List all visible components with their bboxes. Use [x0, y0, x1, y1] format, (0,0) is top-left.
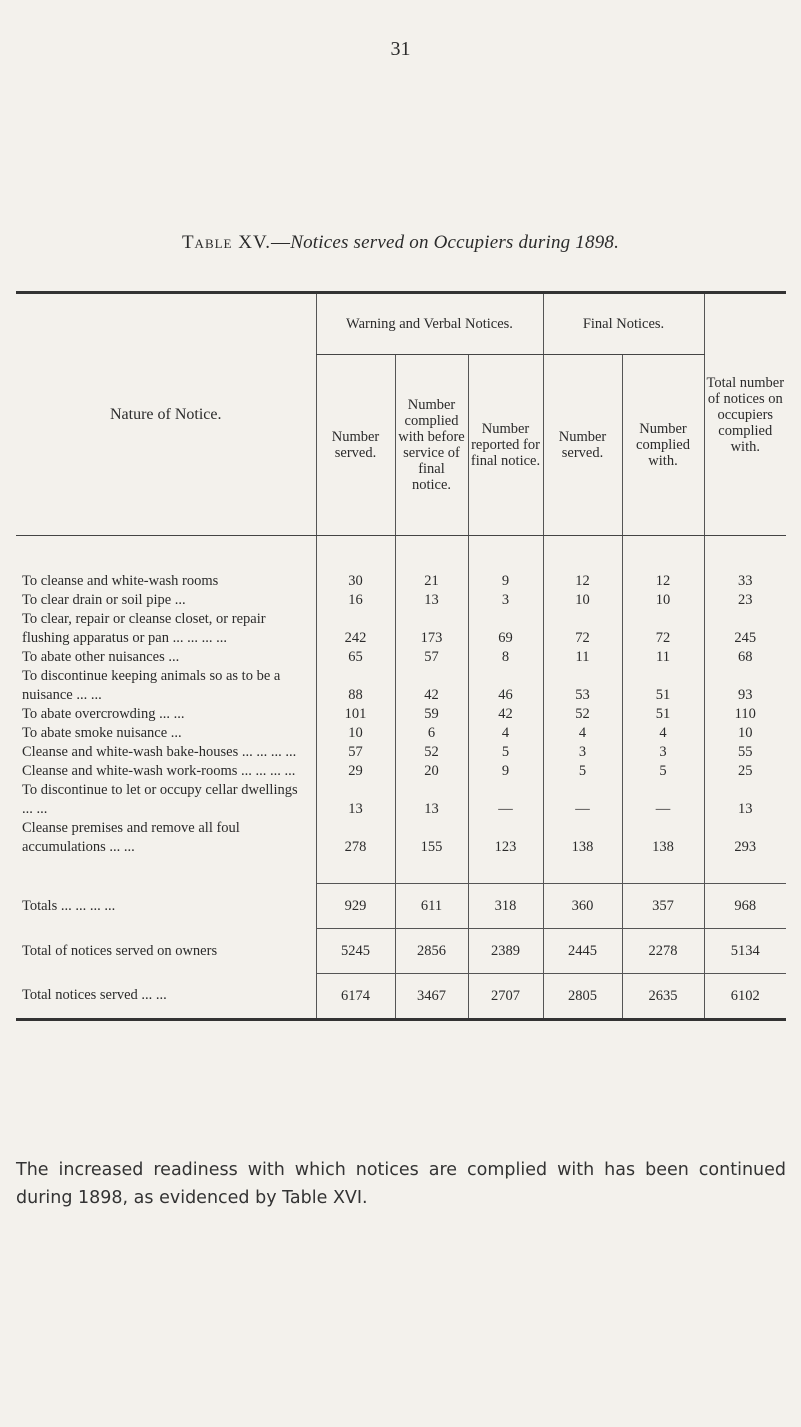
caption-title: Notices served on Occupiers during 1898. [290, 232, 620, 253]
spacer-cell [316, 857, 395, 884]
row-value: 23 [704, 591, 786, 610]
row-value: — [468, 781, 543, 819]
table-caption [0, 232, 801, 254]
row-value: 2635 [622, 974, 704, 1020]
row-value: 10 [316, 724, 395, 743]
row-label: Cleanse and white-wash bake-houses ... ... ... ... [22, 744, 297, 760]
row-value: 5 [468, 743, 543, 762]
row-value: 6 [395, 724, 468, 743]
row-value: 51 [622, 705, 704, 724]
row-value: 2805 [543, 974, 622, 1020]
row-value: 5134 [704, 929, 786, 974]
row-value: 3 [543, 743, 622, 762]
row-value: 318 [468, 884, 543, 929]
header-warning-reported: Number reported for final notice. [468, 355, 543, 536]
row-value: 52 [395, 743, 468, 762]
header-final-served: Number served. [543, 355, 622, 536]
row-label: Totals ... ... ... ... [22, 897, 116, 914]
row-value: 929 [316, 884, 395, 929]
row-value: 4 [622, 724, 704, 743]
table-row [16, 724, 786, 743]
row-label: To discontinue to let or occupy cellar dwellings ... ... [22, 782, 298, 817]
row-value: 21 [395, 536, 468, 592]
table-row [16, 536, 786, 592]
row-value: 123 [468, 819, 543, 857]
row-value: 360 [543, 884, 622, 929]
spacer-cell [622, 857, 704, 884]
row-value: 155 [395, 819, 468, 857]
row-value: 2856 [395, 929, 468, 974]
row-value: 46 [468, 667, 543, 705]
row-value: 57 [316, 743, 395, 762]
header-nature: Nature of Notice. [16, 293, 316, 536]
table-row [16, 667, 786, 705]
table-row [16, 610, 786, 648]
row-value: 29 [316, 762, 395, 781]
row-value: 101 [316, 705, 395, 724]
row-label: To abate smoke nuisance ... [22, 725, 182, 741]
row-value: 72 [622, 610, 704, 648]
row-value: 357 [622, 884, 704, 929]
row-value: 110 [704, 705, 786, 724]
header-warning-group: Warning and Verbal Notices. [316, 293, 543, 355]
row-value: 8 [468, 648, 543, 667]
row-value: 2445 [543, 929, 622, 974]
row-value: 10 [704, 724, 786, 743]
row-value: 5245 [316, 929, 395, 974]
spacer-cell [704, 857, 786, 884]
row-value: 16 [316, 591, 395, 610]
row-value: 72 [543, 610, 622, 648]
row-label: To discontinue keeping animals so as to be a nuisance ... ... [22, 668, 281, 703]
row-value: 69 [468, 610, 543, 648]
row-value: 13 [704, 781, 786, 819]
footer-paragraph: The increased readiness with which notices are complied with has been continued during 1898, as evidenced by Table XVI. [16, 1159, 786, 1208]
row-value: 11 [543, 648, 622, 667]
row-value: — [543, 781, 622, 819]
row-value: 9 [468, 536, 543, 592]
table-row [16, 781, 786, 819]
notices-table [16, 291, 786, 1021]
header-final-group: Final Notices. [543, 293, 704, 355]
row-value: 13 [395, 591, 468, 610]
spacer-cell [543, 857, 622, 884]
spacer-cell [468, 857, 543, 884]
row-value: 88 [316, 667, 395, 705]
page-number: 31 [390, 38, 411, 60]
row-value: 968 [704, 884, 786, 929]
row-label: To clear drain or soil pipe ... [22, 592, 186, 608]
row-value: 30 [316, 536, 395, 592]
table-row [16, 648, 786, 667]
row-value: 52 [543, 705, 622, 724]
spacer-cell [395, 857, 468, 884]
row-label: To clear, repair or cleanse closet, or repair flushing apparatus or pan ... ... ... ... [22, 611, 266, 646]
row-value: 20 [395, 762, 468, 781]
row-label: To cleanse and white-wash rooms [22, 573, 219, 589]
row-value: 10 [622, 591, 704, 610]
row-value: 93 [704, 667, 786, 705]
row-value: 5 [543, 762, 622, 781]
row-value: 242 [316, 610, 395, 648]
row-value: 42 [395, 667, 468, 705]
row-value: 10 [543, 591, 622, 610]
row-value: 55 [704, 743, 786, 762]
row-label: Cleanse premises and remove all foul accumulations ... ... [22, 820, 240, 855]
row-value: 5 [622, 762, 704, 781]
row-value: 13 [395, 781, 468, 819]
row-value: 9 [468, 762, 543, 781]
grand-total-row [16, 974, 786, 1020]
header-total: Total number of notices on occupiers complied with. [704, 293, 786, 536]
row-value: 59 [395, 705, 468, 724]
header-warning-served: Number served. [316, 355, 395, 536]
row-label: To abate other nuisances ... [22, 649, 180, 665]
row-value: 3 [622, 743, 704, 762]
row-value: 13 [316, 781, 395, 819]
table-row [16, 743, 786, 762]
row-value: 6174 [316, 974, 395, 1020]
row-value: 3467 [395, 974, 468, 1020]
row-value: 2389 [468, 929, 543, 974]
caption-prefix: Table XV. [181, 232, 271, 253]
row-value: 53 [543, 667, 622, 705]
row-label: Cleanse and white-wash work-rooms ... ... ... ... [22, 763, 296, 779]
header-final-complied: Number complied with. [622, 355, 704, 536]
row-value: 68 [704, 648, 786, 667]
spacer-cell [16, 857, 316, 884]
row-value: 2707 [468, 974, 543, 1020]
row-value: 25 [704, 762, 786, 781]
row-value: 245 [704, 610, 786, 648]
owners-total-row [16, 929, 786, 974]
table-row [16, 819, 786, 857]
row-value: 611 [395, 884, 468, 929]
header-warning-complied-before: Number complied with before service of final notice. [395, 355, 468, 536]
row-value: 278 [316, 819, 395, 857]
row-value: 65 [316, 648, 395, 667]
notices-table-container [16, 291, 786, 1021]
totals-row [16, 884, 786, 929]
row-value: 138 [622, 819, 704, 857]
row-value: 12 [543, 536, 622, 592]
row-value: 33 [704, 536, 786, 592]
spacer-row [16, 857, 786, 884]
row-value: 2278 [622, 929, 704, 974]
table-row [16, 762, 786, 781]
row-value: 3 [468, 591, 543, 610]
table-body [16, 536, 786, 1020]
caption-dash: — [271, 232, 291, 253]
row-label: Total notices served ... ... [16, 974, 316, 1020]
row-value: 11 [622, 648, 704, 667]
row-value: 42 [468, 705, 543, 724]
row-value: 173 [395, 610, 468, 648]
row-value: — [622, 781, 704, 819]
row-label: Total of notices served on owners [22, 942, 218, 959]
row-label: To abate overcrowding ... ... [22, 706, 185, 722]
table-row [16, 705, 786, 724]
row-value: 4 [543, 724, 622, 743]
row-value: 4 [468, 724, 543, 743]
row-value: 51 [622, 667, 704, 705]
table-row [16, 591, 786, 610]
row-value: 6102 [704, 974, 786, 1020]
row-value: 293 [704, 819, 786, 857]
row-value: 12 [622, 536, 704, 592]
row-value: 138 [543, 819, 622, 857]
row-value: 57 [395, 648, 468, 667]
